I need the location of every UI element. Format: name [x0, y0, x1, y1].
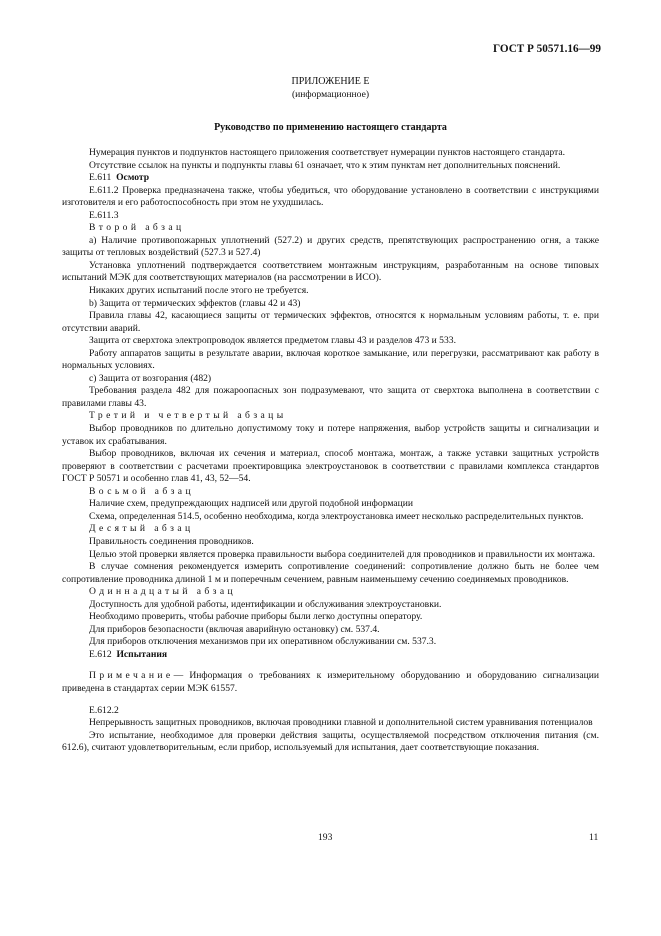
- paragraph: Правила главы 42, касающиеся защиты от термических эффектов, относятся к нормальным условиям работы, т. е. при отсутствии аварий.: [62, 310, 599, 334]
- paragraph: Это испытание, необходимое для проверки действия защиты, осуществляемой посредством отключения питания (см. 612.6), считают удовлетворительным, если прибор, используемый для испытания, дает соответствующие показания.: [62, 729, 599, 754]
- paragraph: Схема, определенная 514.5, особенно необходима, когда электроустановка имеет несколько распределительных пунктов.: [89, 510, 584, 522]
- subheading-eleventh: Одиннадцатый абзац: [89, 586, 237, 598]
- paragraph: Выбор проводников, включая их сечения и материал, способ монтажа, монтаж, а также уставки защитных устройств проверяют в соответствии с расчетами проектировщика электроустановок в соответствии с правилами комплекса стандартов ГОСТ Р 50571 и особенно глав 41, 43, 52—54.: [62, 448, 599, 485]
- paragraph: Доступность для удобной работы, идентификации и обслуживания электроустановки.: [89, 598, 442, 610]
- clause-e6122: Е.612.2: [89, 704, 119, 716]
- clause-text: Проверка предназначена также, чтобы убедиться, что оборудование установлено в соответствии с инструкциями изготовителя и его работоспособность при этом не ухудшилась.: [62, 184, 599, 209]
- subheading-tenth: Десятый абзац: [89, 523, 194, 535]
- paragraph: Наличие схем, предупреждающих надписей или другой подобной информации: [89, 498, 414, 510]
- paragraph: Правильность соединения проводников.: [89, 535, 254, 547]
- body-text: [62, 147, 599, 755]
- clause-e6112: [62, 185, 599, 210]
- paragraph: Защита от сверхтока электропроводок является предметом главы 43 и разделов 473 и 533.: [89, 335, 456, 347]
- note-text: — Информация о требованиях к измерительному оборудованию и оборудованию сигнализации приведена в стандартах серии МЭК 61557.: [62, 670, 599, 694]
- page-number-center: 193: [318, 832, 333, 843]
- page-number-right: 11: [589, 832, 599, 843]
- clause-title: Осмотр: [116, 172, 150, 184]
- list-item-a: а) Наличие противопожарных уплотнений (527.2) и других средств, препятствующих распространению огня, а также защиты от тепловых воздействий (527.3 и 527.4): [62, 234, 599, 259]
- paragraph: Отсутствие ссылок на пункты и подпункты главы 61 означает, что к этим пунктам нет дополнительных пояснений.: [89, 159, 561, 171]
- subheading-second-paragraph: Второй абзац: [89, 222, 185, 234]
- paragraph: Установка уплотнений подтверждается соответствием монтажным инструкциям, разработанным на основе типовых испытаний МЭК для соответствующих материалов (на рассмотрении в ИСО).: [62, 259, 599, 284]
- standard-code: ГОСТ Р 50571.16—99: [493, 43, 601, 55]
- paragraph: Для приборов отключения механизмов при их оперативном обслуживании см. 537.3.: [89, 636, 437, 648]
- paragraph: Никаких других испытаний после этого не требуется.: [89, 285, 309, 297]
- paragraph: Целью этой проверки является проверка правильности выбора соединителей для проводников и правильности их монтажа.: [89, 548, 595, 560]
- paragraph: Необходимо проверить, чтобы рабочие приборы были легко доступны оператору.: [89, 611, 423, 623]
- paragraph: Непрерывность защитных проводников, включая проводники главной и дополнительной систем уравнивания потенциалов: [89, 717, 593, 729]
- clause-e6113: Е.611.3: [89, 209, 119, 221]
- note: [62, 670, 599, 695]
- section-heading: Руководство по применению настоящего стандарта: [214, 122, 447, 133]
- note-label: Примечание: [89, 670, 174, 682]
- paragraph: Выбор проводников по длительно допустимому току и потере напряжения, выбор устройств защиты и сигнализации и уставок их срабатывания.: [62, 423, 599, 447]
- clause-e612: [62, 649, 599, 662]
- clause-e611: [62, 172, 599, 185]
- paragraph: В случае сомнения рекомендуется измерить сопротивление соединений: сопротивление должно быть не более чем сопротивление проводника длиной 1 м и поперечным сечением, равным наименьшему сечению соединяемых проводников.: [62, 561, 599, 585]
- paragraph: Требования раздела 482 для пожароопасных зон подразумевают, что защита от сверхтока выполнена в соответствии с правилами главы 43.: [62, 385, 599, 409]
- clause-number: Е.611: [89, 172, 112, 184]
- paragraph: Нумерация пунктов и подпунктов настоящего приложения соответствует нумерации пунктов настоящего стандарта.: [89, 147, 565, 158]
- clause-title: Испытания: [116, 648, 168, 660]
- clause-number: Е.612: [89, 648, 112, 660]
- paragraph: Для приборов безопасности (включая аварийную остановку) см. 537.4.: [89, 623, 380, 635]
- subheading-eighth: Восьмой абзац: [89, 485, 194, 497]
- clause-number: Е.611.2: [89, 184, 119, 196]
- appendix-title: ПРИЛОЖЕНИЕ Е: [291, 76, 370, 87]
- paragraph: Работу аппаратов защиты в результате аварии, включая короткое замыкание, или перегрузки, рассматривают как работу в нормальных условиях.: [62, 347, 599, 372]
- list-item-c: c) Защита от возгорания (482): [89, 372, 212, 384]
- list-item-b: b) Защита от термических эффектов (главы 42 и 43): [89, 297, 301, 309]
- appendix-subtitle: (информационное): [291, 89, 370, 100]
- subheading-third-fourth: Третий и четвертый абзацы: [89, 410, 287, 422]
